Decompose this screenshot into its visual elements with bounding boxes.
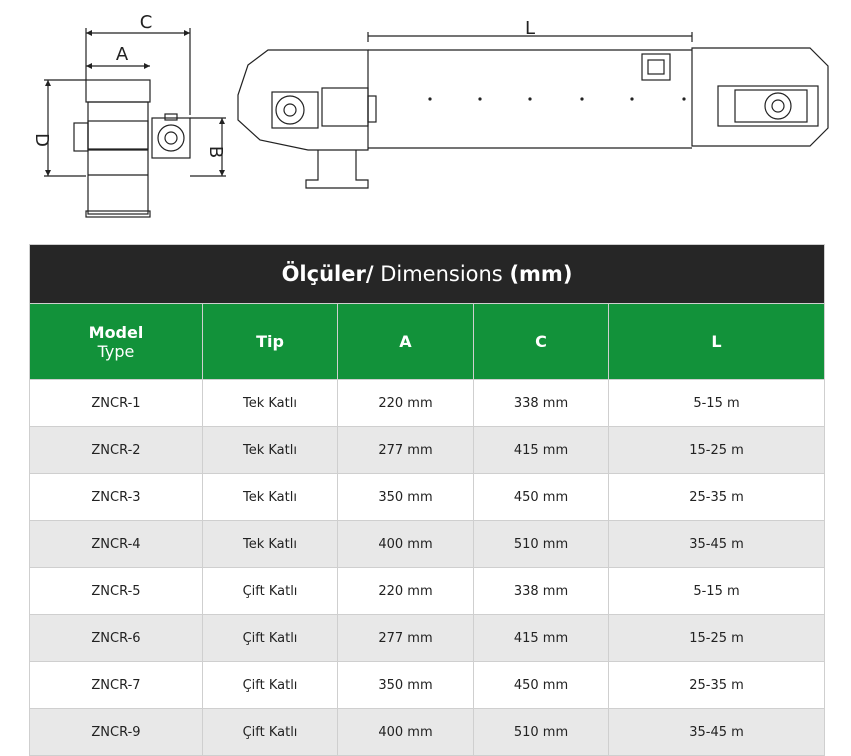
cell-model: ZNCR-2 [30, 427, 203, 474]
cell-l: 15-25 m [609, 615, 825, 662]
cell-l: 5-15 m [609, 568, 825, 615]
table-title-tr: Ölçüler/ [281, 262, 374, 286]
dim-label-b: B [205, 145, 226, 159]
cell-a: 350 mm [338, 662, 474, 709]
cell-a: 220 mm [338, 380, 474, 427]
cell-c: 338 mm [474, 568, 609, 615]
cell-model: ZNCR-7 [30, 662, 203, 709]
column-header-l [609, 304, 825, 380]
cell-tip: Tek Katlı [203, 474, 338, 521]
dim-label-c: C [139, 12, 153, 33]
table-row [30, 474, 825, 521]
cell-tip: Çift Katlı [203, 662, 338, 709]
header-label: Model [88, 322, 144, 342]
cell-model: ZNCR-6 [30, 615, 203, 662]
cell-c: 510 mm [474, 521, 609, 568]
cell-model: ZNCR-9 [30, 709, 203, 756]
conveyor-technical-drawing [0, 0, 851, 235]
table-row [30, 709, 825, 756]
cell-l: 35-45 m [609, 709, 825, 756]
dimensions-table [29, 244, 825, 756]
cell-l: 5-15 m [609, 380, 825, 427]
cell-a: 277 mm [338, 427, 474, 474]
cell-c: 450 mm [474, 474, 609, 521]
cell-model: ZNCR-3 [30, 474, 203, 521]
table-row [30, 615, 825, 662]
cell-c: 415 mm [474, 615, 609, 662]
cell-model: ZNCR-4 [30, 521, 203, 568]
table-title [30, 245, 825, 304]
cell-tip: Tek Katlı [203, 521, 338, 568]
cell-a: 400 mm [338, 521, 474, 568]
dim-label-l: L [524, 18, 536, 39]
header-label: A [399, 332, 412, 351]
column-header-c [474, 304, 609, 380]
header-label: L [711, 332, 722, 351]
cell-l: 25-35 m [609, 474, 825, 521]
column-header-a [338, 304, 474, 380]
column-header-model [30, 304, 203, 380]
cell-a: 277 mm [338, 615, 474, 662]
cell-tip: Çift Katlı [203, 709, 338, 756]
cell-tip: Çift Katlı [203, 568, 338, 615]
cell-c: 510 mm [474, 709, 609, 756]
table-header-row [30, 304, 825, 380]
header-sublabel: Type [97, 341, 135, 361]
header-label: C [535, 332, 547, 351]
column-header-tip [203, 304, 338, 380]
table-row [30, 427, 825, 474]
table-row [30, 568, 825, 615]
table-row [30, 380, 825, 427]
cell-a: 350 mm [338, 474, 474, 521]
cell-tip: Tek Katlı [203, 427, 338, 474]
cell-model: ZNCR-5 [30, 568, 203, 615]
header-label: Tip [256, 332, 284, 351]
table-row [30, 662, 825, 709]
table-title-row [30, 245, 825, 304]
cell-model: ZNCR-1 [30, 380, 203, 427]
cell-a: 220 mm [338, 568, 474, 615]
cell-c: 415 mm [474, 427, 609, 474]
cell-l: 35-45 m [609, 521, 825, 568]
cell-tip: Tek Katlı [203, 380, 338, 427]
cell-a: 400 mm [338, 709, 474, 756]
cell-tip: Çift Katlı [203, 615, 338, 662]
table-row [30, 521, 825, 568]
dim-label-a: A [115, 44, 129, 65]
cell-l: 25-35 m [609, 662, 825, 709]
table-title-unit: (mm) [509, 262, 573, 286]
cell-c: 338 mm [474, 380, 609, 427]
table-title-en: Dimensions [380, 262, 503, 286]
cell-l: 15-25 m [609, 427, 825, 474]
dim-label-d: D [31, 133, 52, 147]
cell-c: 450 mm [474, 662, 609, 709]
